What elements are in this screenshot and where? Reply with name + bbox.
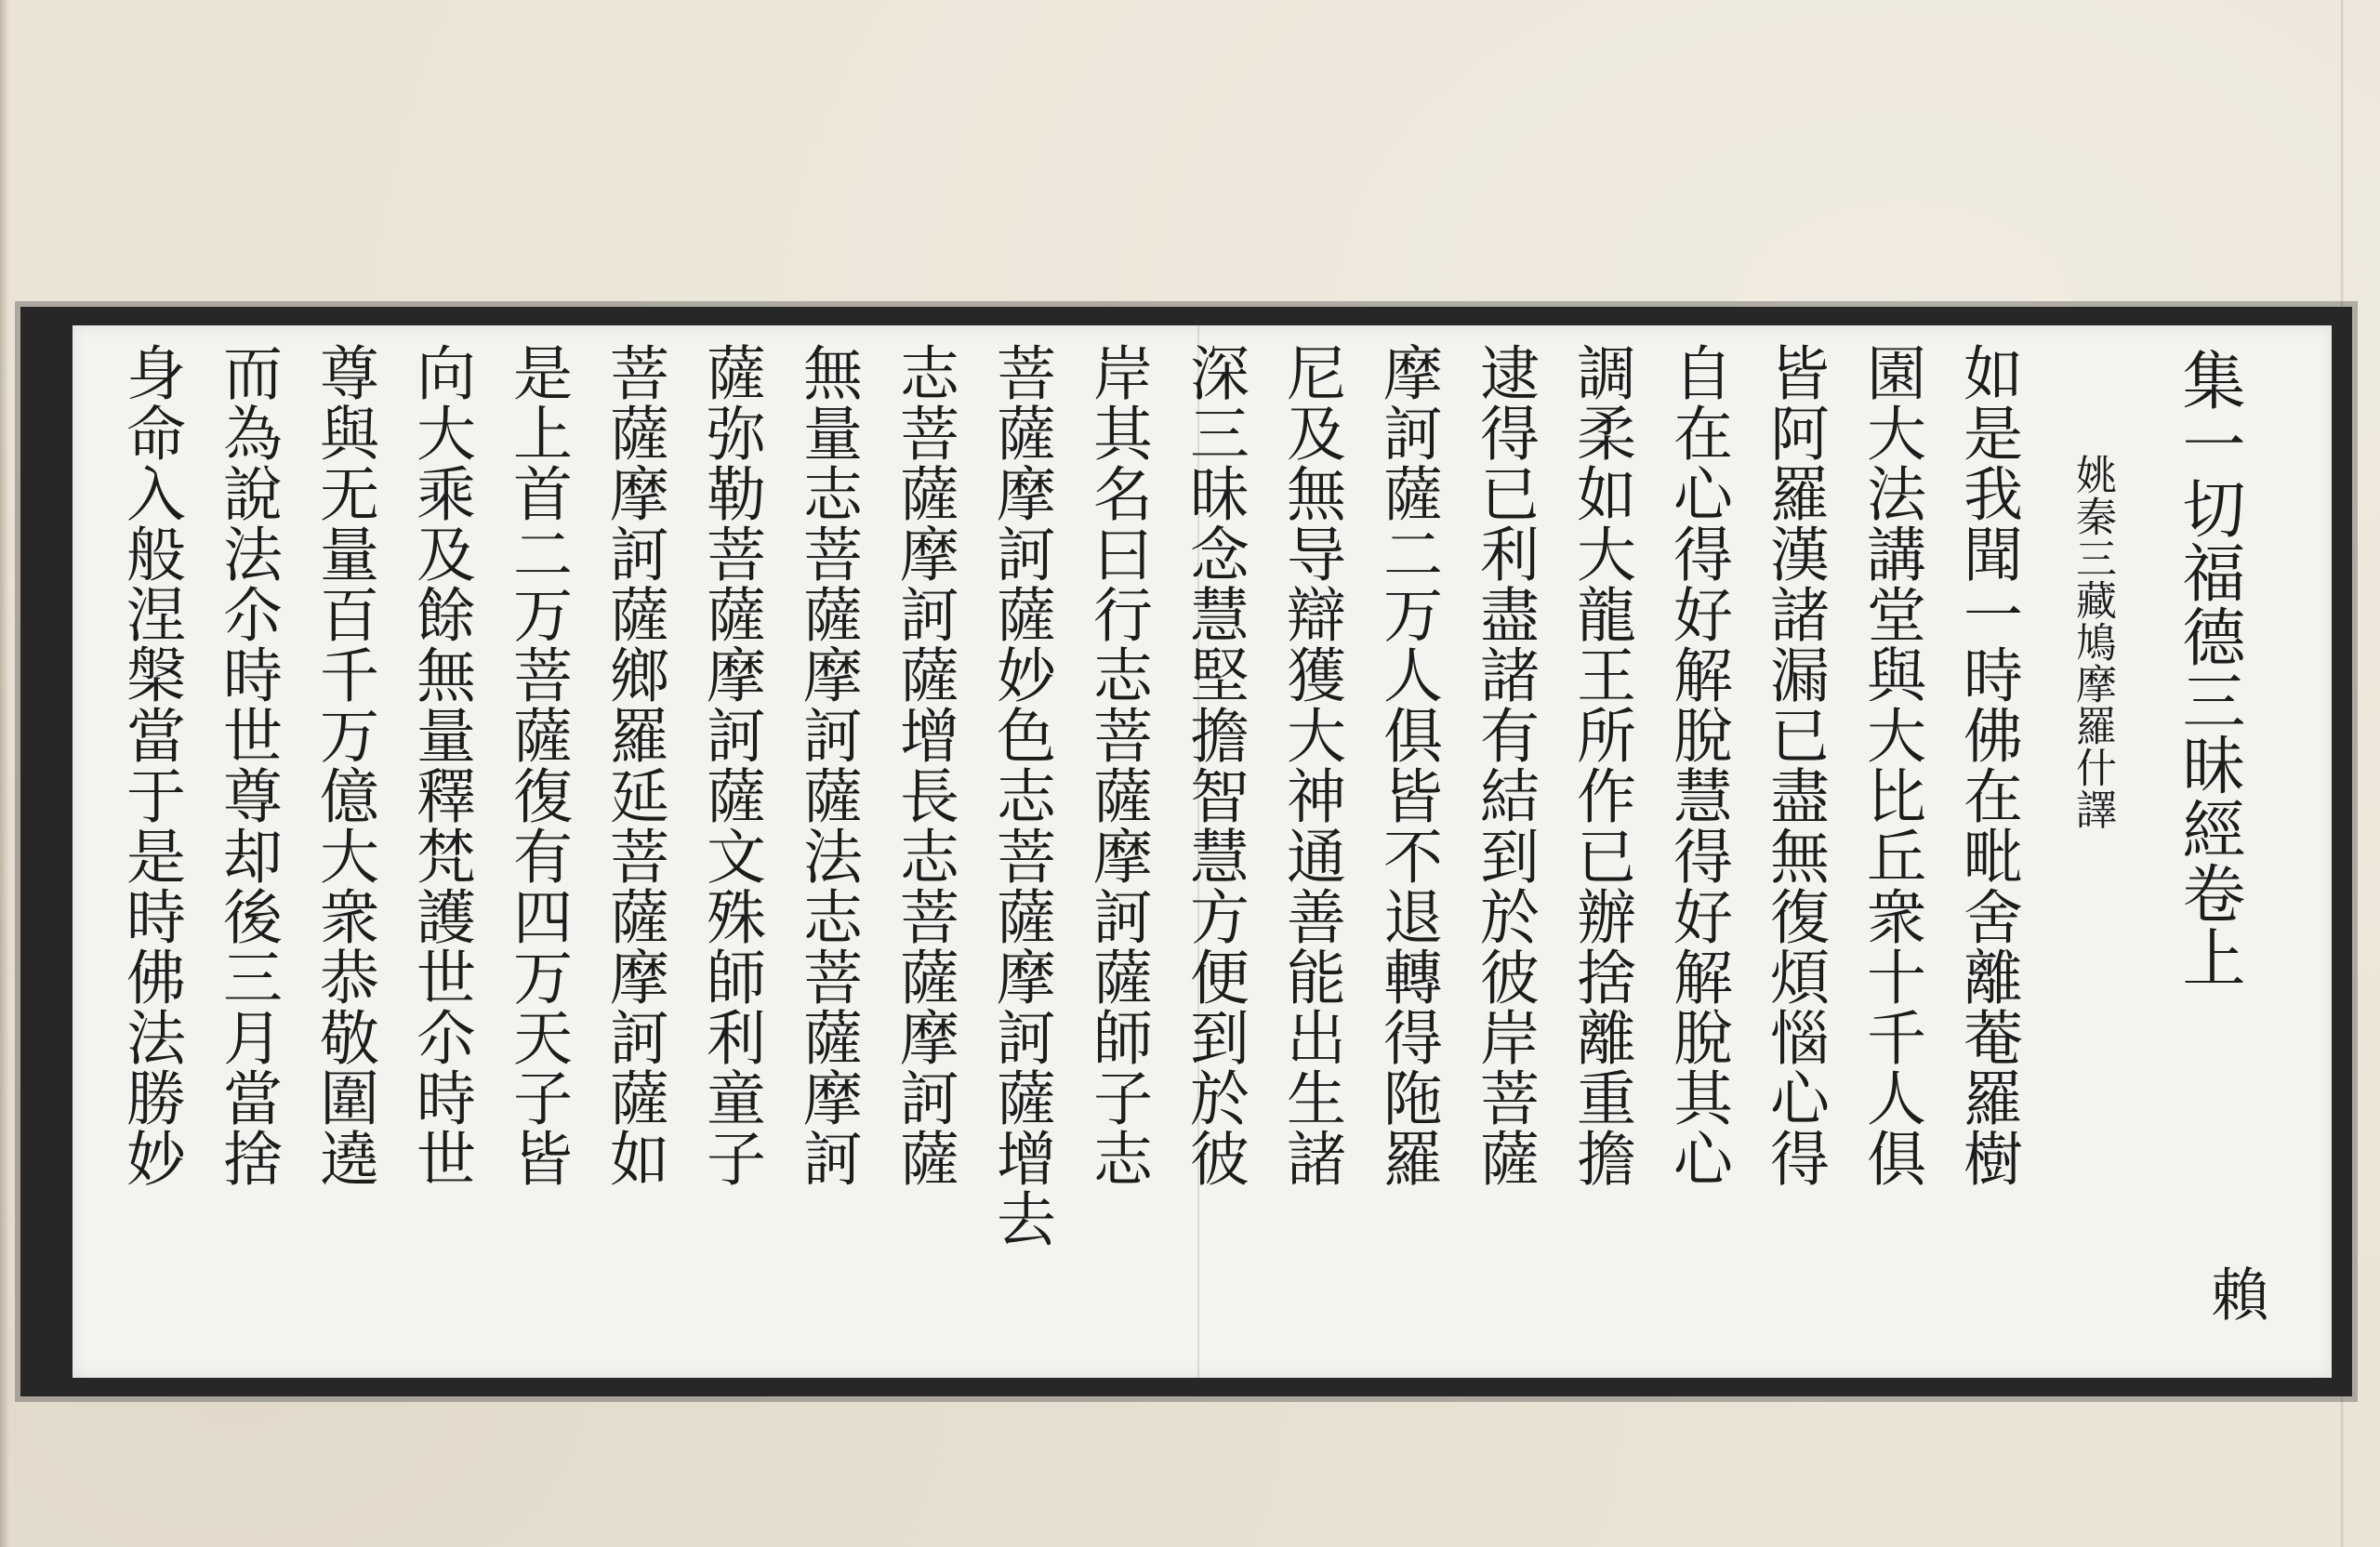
column-text: 摩訶薩二万人俱皆不退轉得陁羅	[1373, 342, 1442, 1188]
translator-column	[2055, 342, 2157, 1253]
text-column	[682, 342, 779, 1346]
column-text: 深三昧念慧堅擔智慧方便到於彼	[1180, 342, 1249, 1188]
text-column	[489, 342, 586, 1346]
text-column	[1359, 342, 1456, 1346]
text-column	[392, 342, 489, 1346]
column-text: 調柔如大龍王所作已辦捨離重擔	[1567, 342, 1635, 1188]
text-column	[296, 342, 392, 1346]
text-column	[199, 342, 296, 1346]
column-text: 菩薩摩訶薩妙色志菩薩摩訶薩增去	[986, 342, 1055, 1249]
text-column	[972, 342, 1069, 1346]
column-text: 尼及無导辯獲大神通善能出生諸	[1276, 342, 1345, 1188]
column-text: 身命入般涅槃當于是時佛法勝妙	[116, 342, 185, 1188]
column-text: 薩弥勒菩薩摩訶薩文殊師利童子	[696, 342, 765, 1188]
column-text: 菩薩摩訶薩鄉羅延菩薩摩訶薩如	[600, 342, 668, 1188]
column-text: 無量志菩薩摩訶薩法志菩薩摩訶	[793, 342, 862, 1188]
column-text: 如是我聞一時佛在毗舍離菴羅樹	[1953, 342, 2022, 1188]
column-text: 向大乘及餘無量釋梵護世尒時世	[406, 342, 475, 1188]
column-text: 皆阿羅漢諸漏已盡無復煩惱心得	[1760, 342, 1829, 1188]
column-text: 園大法講堂與大比丘衆十千人俱	[1857, 342, 1925, 1188]
text-column	[1263, 342, 1359, 1346]
column-text: 是上首二万菩薩復有四万天子皆	[503, 342, 572, 1188]
column-text: 而為說法尒時世尊却後三月當捨	[213, 342, 282, 1188]
title-column	[2157, 342, 2287, 1253]
column-text: 尊與无量百千万億大衆恭敬圍遶	[310, 342, 378, 1188]
text-column	[1553, 342, 1649, 1346]
text-column	[779, 342, 876, 1346]
text-column	[1746, 342, 1843, 1346]
text-column	[102, 342, 199, 1346]
column-text: 志菩薩摩訶薩增長志菩薩摩訶薩	[890, 342, 959, 1188]
text-column	[586, 342, 682, 1346]
text-column	[1166, 342, 1263, 1346]
text-column	[1939, 342, 2036, 1346]
text-column	[1069, 342, 1166, 1346]
text-column	[1456, 342, 1553, 1346]
text-column	[876, 342, 972, 1346]
column-text: 逮得已利盡諸有結到於彼岸菩薩	[1470, 342, 1539, 1188]
page-left-edge	[0, 0, 9, 1547]
column-text: 岸其名曰行志菩薩摩訶薩師子志	[1083, 342, 1152, 1188]
margin-marker: 賴	[2202, 1264, 2269, 1322]
sutra-title: 集一切福德三昧經卷上	[2172, 348, 2245, 989]
translator-credit: 姚秦三藏鳩摩羅什譯	[2069, 454, 2116, 830]
text-column	[1649, 342, 1746, 1346]
text-column	[1843, 342, 1939, 1346]
text-columns	[84, 342, 2036, 1346]
column-text: 自在心得好解脫慧得好解脫其心	[1663, 342, 1732, 1188]
